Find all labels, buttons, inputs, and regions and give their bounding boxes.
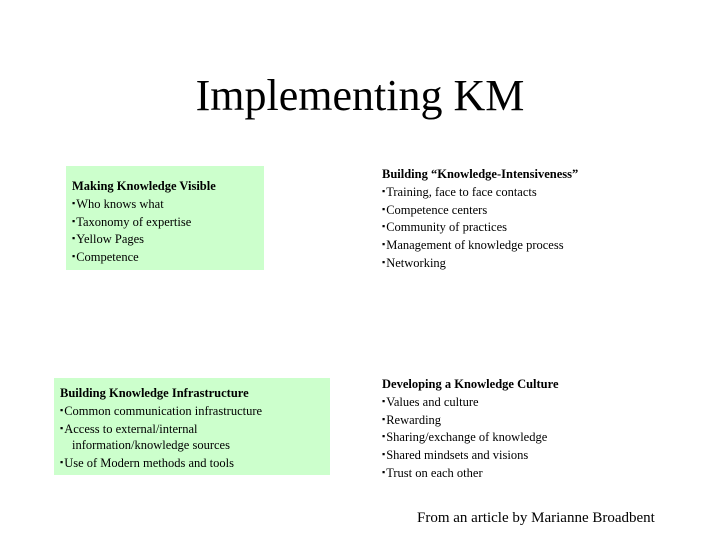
list-item: [72, 248, 258, 266]
list-item: [382, 201, 612, 219]
bullet-icon: ▪: [382, 395, 386, 406]
list-item: [382, 218, 612, 236]
list-item-text: Values and culture: [386, 394, 479, 409]
list-item-text: Networking: [386, 255, 446, 270]
list-item: [382, 464, 612, 482]
list-item-text: Access to external/internal: [64, 421, 198, 436]
bullet-icon: ▪: [382, 221, 386, 232]
list-item: [382, 428, 612, 446]
bullet-icon: ▪: [382, 466, 386, 477]
box-heading: Developing a Knowledge Culture: [382, 377, 559, 391]
list-item-text: Community of practices: [386, 220, 508, 235]
list-item: [382, 393, 612, 411]
box-heading: Making Knowledge Visible: [72, 179, 216, 193]
list-item-text: Trust on each other: [386, 465, 483, 480]
bullet-icon: ▪: [382, 256, 386, 267]
bullet-icon: ▪: [382, 413, 386, 424]
list-item-text: Shared mindsets and visions: [386, 448, 529, 463]
bullet-icon: ▪: [382, 449, 386, 460]
bullet-icon: ▪: [72, 197, 76, 208]
list-item: [72, 230, 258, 248]
list-item: [60, 454, 324, 472]
knowledge-intensiveness-box: [382, 166, 612, 270]
list-item-text: Common communication infrastructure: [64, 403, 263, 418]
list-item: [382, 183, 612, 201]
bullet-icon: ▪: [72, 233, 76, 244]
bullet-icon: ▪: [60, 404, 64, 415]
list-item-text: Training, face to face contacts: [386, 184, 537, 199]
bullet-icon: ▪: [382, 185, 386, 196]
list-item-text: Competence centers: [386, 202, 488, 217]
bullet-icon: ▪: [72, 215, 76, 226]
list-item-text: Competence: [76, 250, 139, 265]
list-item: [382, 411, 612, 429]
list-item-text: Use of Modern methods and tools: [64, 456, 234, 471]
list-item: [60, 420, 324, 438]
source-credit: From an article by Marianne Broadbent: [417, 510, 655, 526]
box-heading: Building Knowledge Infrastructure: [60, 386, 249, 400]
box-heading: Building “Knowledge-Intensiveness”: [382, 167, 579, 181]
bullet-icon: ▪: [382, 239, 386, 250]
bullet-icon: ▪: [72, 251, 76, 262]
list-item-text: Management of knowledge process: [386, 238, 564, 253]
bullet-icon: ▪: [60, 457, 64, 468]
list-item: [72, 213, 258, 231]
list-item: [72, 195, 258, 213]
list-item-text: Rewarding: [386, 412, 442, 427]
bullet-icon: ▪: [382, 431, 386, 442]
list-item-text: Sharing/exchange of knowledge: [386, 430, 548, 445]
list-item-continuation: information/knowledge sources: [72, 438, 230, 453]
list-item: [60, 402, 324, 420]
list-item-text: Taxonomy of expertise: [76, 214, 192, 229]
list-item: [382, 446, 612, 464]
bullet-icon: ▪: [60, 422, 64, 433]
list-item: [382, 236, 612, 254]
knowledge-visible-box: [66, 166, 264, 270]
list-item-text: Who knows what: [76, 196, 164, 211]
knowledge-culture-box: [382, 376, 612, 480]
slide-title: Implementing KM: [195, 71, 525, 120]
list-item-text: Yellow Pages: [76, 232, 145, 247]
bullet-icon: ▪: [382, 203, 386, 214]
list-item: [382, 254, 612, 272]
knowledge-infrastructure-box: [54, 378, 330, 475]
